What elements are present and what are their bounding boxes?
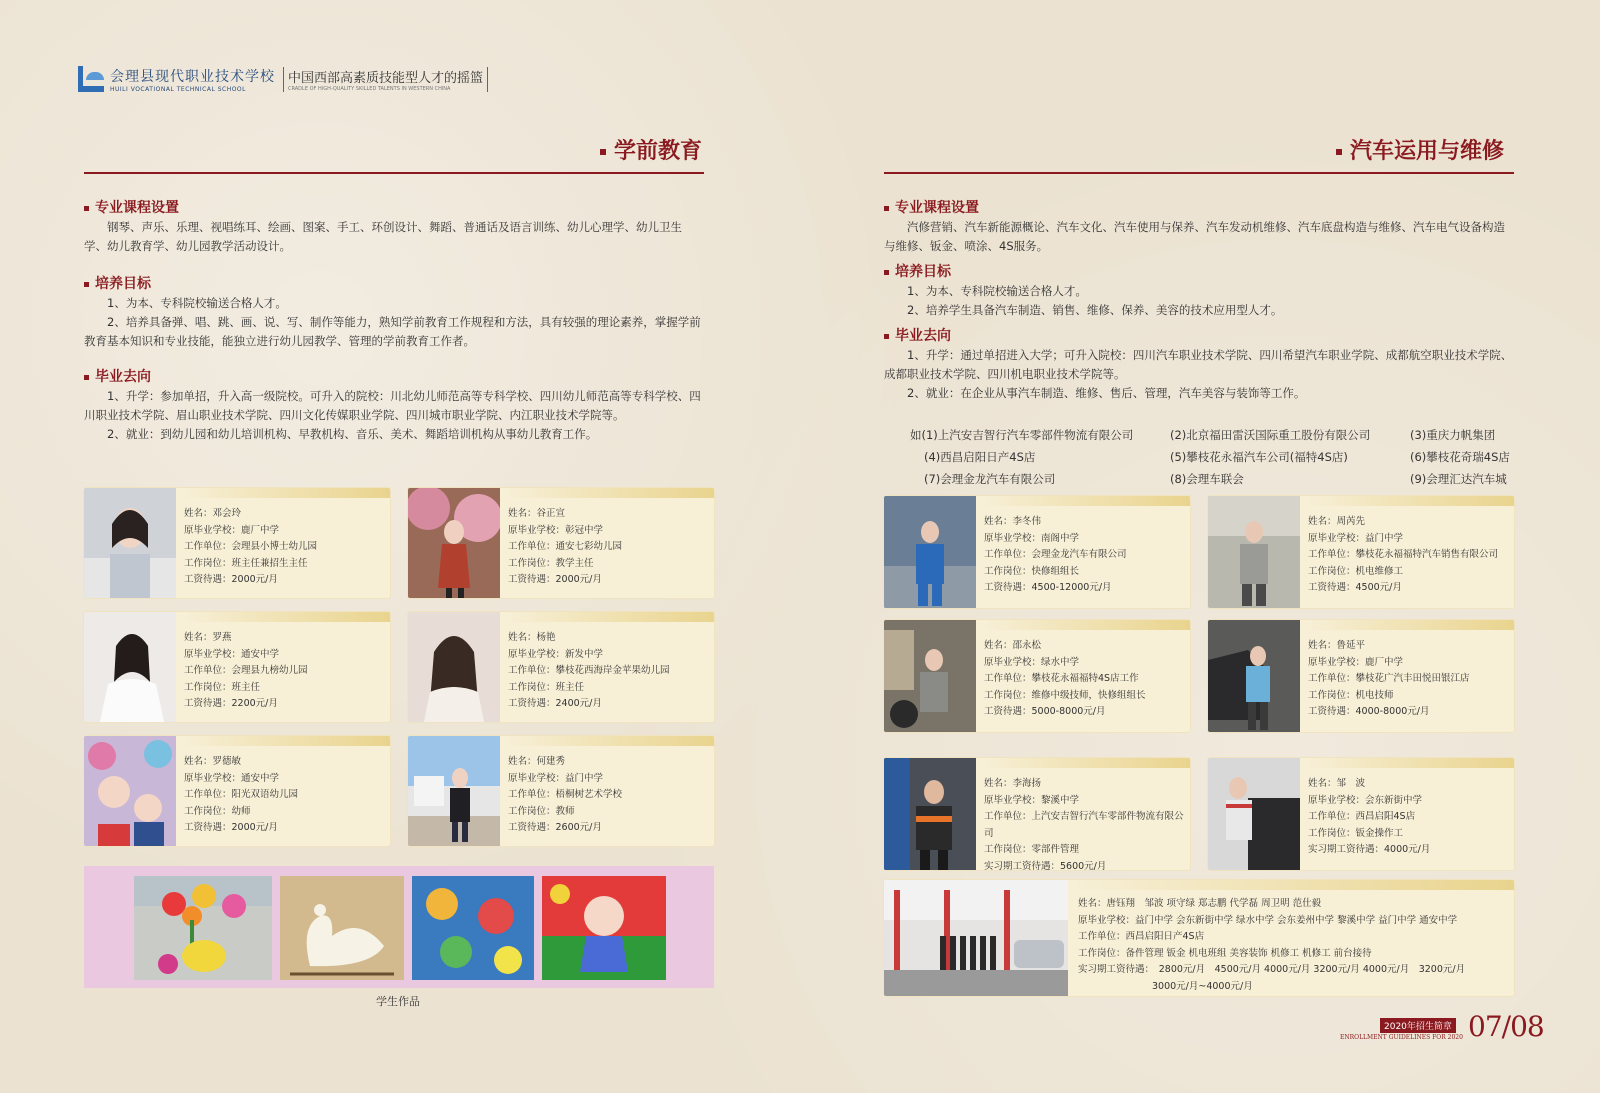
tagline (283, 67, 488, 92)
company-list (910, 424, 1520, 490)
left-section-title: 学前教育 (600, 134, 702, 165)
right-goal-1: 1、为本、专科院校输送合格人才。 (907, 284, 1087, 298)
student-info: 姓名：邵永松 原毕业学校：绿水中学 工作单位：攀枝花永福福特4S店工作 工作岗位：维修中级技师，快修组组长 工资待遇：5000-8000元/月 (984, 640, 1146, 717)
school-name-en: HUILI VOCATIONAL TECHNICAL SCHOOL (110, 85, 246, 93)
school-header (74, 62, 488, 96)
student-info: 姓名：邓会玲 原毕业学校：鹿厂中学 工作单位：会理县小博士幼儿园 工作岗位：班主任兼招生主任 工资待遇：2000元/月 (184, 508, 318, 585)
student-photo (884, 758, 976, 870)
artwork-mosaic (412, 876, 534, 980)
group-info: 姓名：唐钰翔 邹波 项守绿 郑志鹏 代学磊 周卫明 范仕毅 原毕业学校：益门中学 会东新街中学 绿水中学 会东姜州中学 黎溪中学 益门中学 通安中学 工作单位：西昌启阳日产4S店 工作岗位：备件管理 钣金 机电班组 美容装饰 机修工 机修工 前台接待 实习期工资待遇： 2800元/月 4500元/月 4000元/月 3200元/月 4000元/月 3200元/月 3000元/月~4000元/月 (1078, 898, 1466, 992)
left-content (84, 198, 704, 444)
student-card (884, 620, 1190, 732)
company-row: (7)会理金龙汽车有限公司 (8)会理车联会 (9)会理汇达汽车城 (924, 472, 1507, 486)
right-goals-heading: 培养目标 (884, 262, 1514, 282)
student-card (884, 758, 1190, 870)
right-section-title: 汽车运用与维修 (1336, 134, 1504, 165)
student-photo (84, 612, 176, 722)
left-goal-1: 1、为本、专科院校输送合格人才。 (107, 296, 287, 310)
enrollment-badge: 2020年招生简章 (1380, 1018, 1456, 1033)
left-career-2: 2、就业：到幼儿园和幼儿培训机构、早教机构、音乐、美术、舞蹈培训机构从事幼儿教育工作。 (107, 427, 598, 441)
group-card (884, 880, 1514, 996)
left-goal-2: 2、培养具备弹、唱、跳、画、说、写、制作等能力，熟知学前教育工作规程和方法，具有较强的理论素养，掌握学前教育基本知识和专业技能，能独立进行幼儿园教学、管理的学前教育工作者。 (84, 315, 701, 348)
right-courses-heading: 专业课程设置 (884, 198, 1514, 218)
right-goal-2: 2、培养学生具备汽车制造、销售、维修、保养、美容的技术应用型人才。 (907, 303, 1283, 317)
student-card (408, 612, 714, 722)
student-photo (1208, 620, 1300, 732)
student-photo (408, 736, 500, 846)
right-courses-text: 汽修营销、汽车新能源概论、汽车文化、汽车使用与保养、汽车发动机维修、汽车底盘构造与维修、汽车电气设备构造与维修、钣金、喷涂、4S服务。 (884, 220, 1505, 253)
student-info: 姓名：李海扬 原毕业学校：黎溪中学 工作单位：上汽安吉智行汽车零部件物流有限公司 工作岗位：零部件管理 实习期工资待遇：5600元/月 (984, 778, 1184, 870)
student-info: 姓名：李冬伟 原毕业学校：南阁中学 工作单位：会理金龙汽车有限公司 工作岗位：快修组组长 工资待遇：4500-12000元/月 (984, 516, 1127, 593)
artwork-cartoon (542, 876, 666, 980)
student-photo (884, 496, 976, 608)
right-career-1: 1、升学：通过单招进入大学；可升入院校：四川汽车职业技术学院、四川希望汽车职业学院、成都航空职业技术学院、成都职业技术学院、四川机电职业技术学院等。 (884, 348, 1513, 381)
artwork-caption: 学生作品 (376, 995, 420, 1008)
student-card (408, 736, 714, 846)
student-card (884, 496, 1190, 608)
left-career-heading: 毕业去向 (84, 367, 704, 387)
student-card (1208, 758, 1514, 870)
company-row: (4)西昌启阳日产4S店 (5)攀枝花永福汽车公司(福特4S店) (6)攀枝花奇瑞4S店 (924, 450, 1510, 464)
right-content (884, 198, 1514, 403)
left-goals-heading: 培养目标 (84, 274, 704, 294)
student-photo (1208, 496, 1300, 608)
student-info: 姓名：谷正宣 原毕业学校：彰冠中学 工作单位：通安七彩幼儿园 工作岗位：教学主任 工资待遇：2000元/月 (508, 508, 623, 585)
student-photo (84, 488, 176, 598)
student-info: 姓名：邹 波 原毕业学校：会东新街中学 工作单位：西昌启阳4S店 工作岗位：钣金操作工 实习期工资待遇：4000元/月 (1308, 778, 1431, 855)
student-info: 姓名：何建秀 原毕业学校：益门中学 工作单位：梧桐树艺术学校 工作岗位：教师 工资待遇：2600元/月 (508, 756, 623, 833)
student-info: 姓名：杨艳 原毕业学校：新发中学 工作单位：攀枝花西海岸金苹果幼儿园 工作岗位：班主任 工资待遇：2400元/月 (508, 632, 670, 709)
student-card (84, 612, 390, 722)
student-card (1208, 496, 1514, 608)
artwork-flower-vase (134, 876, 272, 980)
student-card (84, 488, 390, 598)
enrollment-en: ENROLLMENT GUIDELINES FOR 2020 (1340, 1034, 1463, 1041)
company-row: 如(1)上汽安吉智行汽车零部件物流有限公司 (2)北京福田雷沃国际重工股份有限公司 (3)重庆力帆集团 (910, 428, 1496, 442)
school-logo-icon (74, 64, 106, 94)
left-courses-heading: 专业课程设置 (84, 198, 704, 218)
school-name-cn: 会理县现代职业技术学校 (110, 68, 275, 85)
student-info: 姓名：罗燕 原毕业学校：通安中学 工作单位：会理县九榜幼儿园 工作岗位：班主任 工资待遇：2200元/月 (184, 632, 308, 709)
left-career-1: 1、升学：参加单招，升入高一级院校。可升入的院校：川北幼儿师范高等专科学校、四川幼儿师范高等专科学校、四川职业技术学院、眉山职业技术学院、四川文化传媒职业学院、四川城市职业学院、内江职业技术学院等。 (84, 389, 701, 422)
artwork-swans (280, 876, 404, 980)
tagline-en: CRADLE OF HIGH-QUALITY SKILLED TALENTS IN WESTERN CHINA (288, 85, 451, 92)
student-info: 姓名：罗德敏 原毕业学校：通安中学 工作单位：阳光双语幼儿园 工作岗位：幼师 工资待遇：2000元/月 (184, 756, 299, 833)
student-info: 姓名：周芮先 原毕业学校：益门中学 工作单位：攀枝花永福福特汽车销售有限公司 工作岗位：机电维修工 工资待遇：4500元/月 (1308, 516, 1499, 593)
left-courses-text: 钢琴、声乐、乐理、视唱练耳、绘画、图案、手工、环创设计、舞蹈、普通话及语言训练、幼儿心理学、幼儿卫生学、幼儿教育学、幼儿园教学活动设计。 (84, 220, 682, 253)
page-number: 07/08 (1468, 1010, 1544, 1043)
left-title-rule (84, 172, 704, 174)
right-career-heading: 毕业去向 (884, 326, 1514, 346)
student-card (408, 488, 714, 598)
student-photo (884, 620, 976, 732)
student-photo (1208, 758, 1300, 870)
student-card (1208, 620, 1514, 732)
tagline-cn: 中国西部高素质技能型人才的摇篮 (288, 70, 484, 86)
student-photo (408, 488, 500, 598)
student-card (84, 736, 390, 846)
right-title-rule (884, 172, 1514, 174)
student-photo (84, 736, 176, 846)
student-photo (408, 612, 500, 722)
group-photo (884, 880, 1068, 996)
right-career-2: 2、就业：在企业从事汽车制造、维修、售后、管理，汽车美容与装饰等工作。 (907, 386, 1306, 400)
student-info: 姓名：鲁延平 原毕业学校：鹿厂中学 工作单位：攀枝花广汽丰田悦田银江店 工作岗位：机电技师 工资待遇：4000-8000元/月 (1308, 640, 1470, 717)
school-name (110, 66, 275, 93)
